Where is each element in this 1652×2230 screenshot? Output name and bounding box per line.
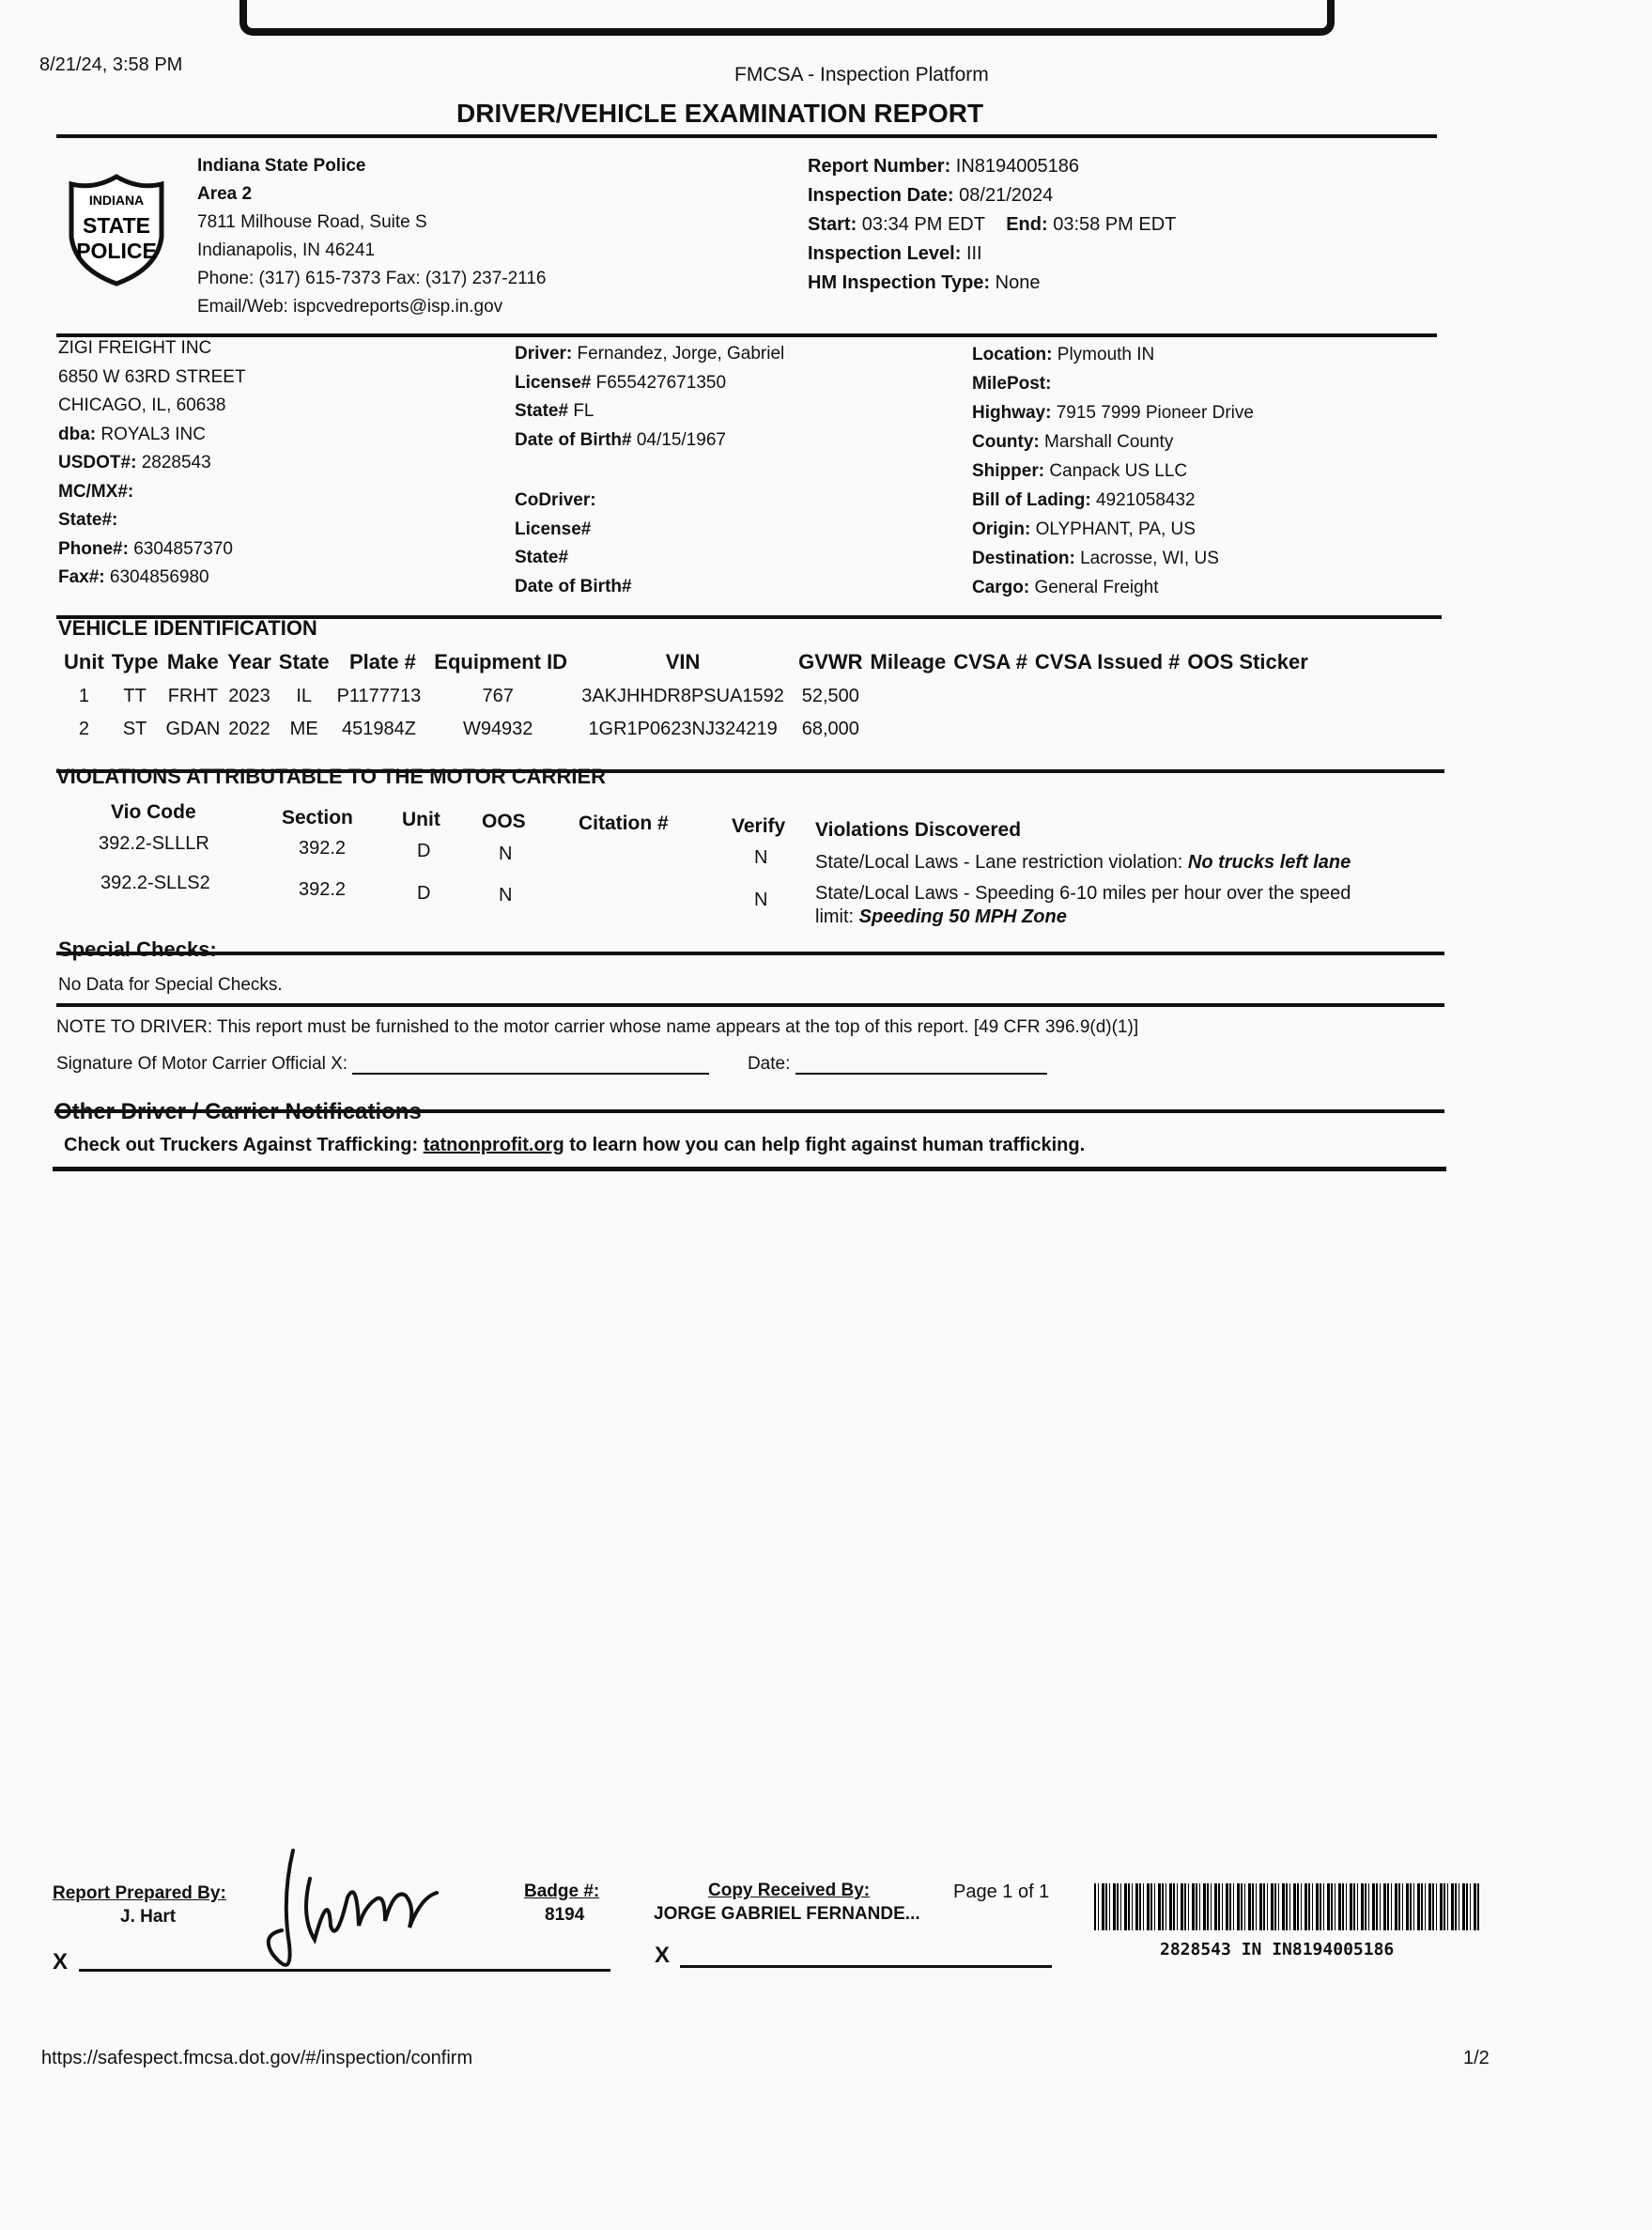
end-label: End: xyxy=(1006,214,1048,235)
divider xyxy=(56,134,1437,138)
footer-url: https://safespect.fmcsa.dot.gov/#/inspection/confirm xyxy=(41,2048,473,2068)
cell xyxy=(953,713,1035,746)
cell xyxy=(1035,713,1187,746)
note-to-driver: NOTE TO DRIVER: This report must be furnished to the motor carrier whose name appears at the top of this report. [49 CFR 396.9(d)(1)] xyxy=(56,1017,1139,1037)
signature-line xyxy=(56,1054,1047,1075)
cell: ME xyxy=(289,719,318,739)
carrier-state-label: State#: xyxy=(58,510,118,530)
col-equipment: Equipment ID xyxy=(434,650,568,674)
vio-oos: N xyxy=(499,844,513,864)
hm-type: None xyxy=(995,272,1041,293)
prepared-by-label: Report Prepared By: xyxy=(53,1883,226,1903)
origin-label: Origin: xyxy=(972,519,1031,539)
col-oos-sticker: OOS Sticker xyxy=(1187,650,1308,674)
badge-line: INDIANA xyxy=(88,193,145,208)
section-header: Section xyxy=(282,807,353,829)
mcmx-label: MC/MX#: xyxy=(58,481,134,502)
phone-label: Phone#: xyxy=(58,538,129,559)
table-row xyxy=(64,713,1316,746)
cell: 68,000 xyxy=(801,719,859,739)
vio-code: 392.2-SLLS2 xyxy=(100,873,210,893)
verify-header: Verify xyxy=(732,815,786,837)
highway-label: Highway: xyxy=(972,403,1052,423)
vio-description xyxy=(815,882,1351,929)
col-plate: Plate # xyxy=(348,650,416,674)
divider xyxy=(53,1167,1446,1171)
cell xyxy=(871,713,954,746)
codob-label: Date of Birth# xyxy=(515,576,632,596)
signature-field[interactable] xyxy=(352,1054,709,1075)
col-make: Make xyxy=(166,650,219,674)
agency-area: Area 2 xyxy=(197,184,253,204)
license-label: License# xyxy=(515,372,592,393)
start-time: 03:34 PM EDT xyxy=(861,214,985,235)
dba-label: dba: xyxy=(58,424,97,444)
state-police-badge-icon xyxy=(64,171,169,287)
cell: 1GR1P0623NJ324219 xyxy=(588,719,778,739)
barcode-icon xyxy=(1094,1883,1479,1930)
cell xyxy=(1187,713,1315,746)
handwritten-signature xyxy=(244,1841,451,1987)
inspection-date: 08/21/2024 xyxy=(959,185,1054,206)
cell: 2022 xyxy=(228,719,270,739)
vio-section: 392.2 xyxy=(299,879,347,900)
badge-number: 8194 xyxy=(545,1905,585,1925)
copy-received-label: Copy Received By: xyxy=(708,1881,871,1900)
milepost-label: MilePost: xyxy=(972,374,1052,394)
driver-state-label: State# xyxy=(515,401,569,421)
tat-link[interactable]: tatnonprofit.org xyxy=(423,1135,564,1155)
carrier-name: ZIGI FREIGHT INC xyxy=(58,338,212,358)
driver-block xyxy=(515,340,784,601)
special-checks-text: No Data for Special Checks. xyxy=(58,975,283,995)
vio-note: No trucks left lane xyxy=(1187,852,1351,873)
agency-email: Email/Web: ispcvedreports@isp.in.gov xyxy=(197,297,503,317)
vio-section: 392.2 xyxy=(299,838,347,859)
vio-desc-text: State/Local Laws - Speeding 6-10 miles per hour over the speed xyxy=(815,883,1351,904)
barcode-text: 2828543 IN IN8194005186 xyxy=(1160,1940,1395,1959)
report-info xyxy=(808,152,1176,298)
col-cvsa: CVSA # xyxy=(953,650,1027,674)
usdot-label: USDOT#: xyxy=(58,453,137,472)
vio-unit: D xyxy=(417,841,431,861)
driver-state: FL xyxy=(573,401,594,421)
highway-value: 7915 7999 Pioneer Drive xyxy=(1056,403,1254,423)
carrier-street: 6850 W 63RD STREET xyxy=(58,366,246,387)
col-cvsa-issued: CVSA Issued # xyxy=(1034,650,1181,674)
cell: W94932 xyxy=(462,719,533,739)
dob-value: 04/15/1967 xyxy=(636,429,726,450)
fax-label: Fax#: xyxy=(58,567,105,587)
report-number: IN8194005186 xyxy=(955,156,1080,177)
inspection-level-label: Inspection Level: xyxy=(808,243,962,264)
badge-label: Badge #: xyxy=(524,1882,600,1901)
fax-value: 6304856980 xyxy=(109,567,209,587)
vio-note: Speeding 50 MPH Zone xyxy=(858,906,1067,927)
col-year: Year xyxy=(227,650,271,674)
col-vin: VIN xyxy=(665,650,701,674)
agency-address1: 7811 Milhouse Road, Suite S xyxy=(197,212,427,232)
cell xyxy=(953,680,1035,713)
vio-description xyxy=(815,852,1351,874)
agency-name: Indiana State Police xyxy=(197,156,366,176)
report-number-label: Report Number: xyxy=(808,156,951,177)
vio-verify: N xyxy=(754,890,768,910)
cell xyxy=(1187,680,1315,713)
special-checks-title: Special Checks: xyxy=(58,937,217,961)
other-notifications-title: Other Driver / Carrier Notifications xyxy=(54,1099,422,1124)
divider xyxy=(56,952,1444,955)
agency-phone: Phone: (317) 615-7373 Fax: (317) 237-2116 xyxy=(197,269,547,288)
clipboard-clip xyxy=(239,0,1335,36)
vio-code-header: Vio Code xyxy=(111,801,196,823)
vio-code: 392.2-SLLLR xyxy=(99,833,209,854)
page-number: Page 1 of 1 xyxy=(953,1882,1050,1902)
col-gvwr: GVWR xyxy=(798,650,863,674)
date-field[interactable] xyxy=(795,1054,1047,1075)
vio-unit: D xyxy=(417,883,431,904)
agency-block xyxy=(197,152,546,321)
location-label: Location: xyxy=(972,345,1053,364)
colicense-label: License# xyxy=(515,519,592,539)
cell xyxy=(1035,680,1187,713)
cell: 52,500 xyxy=(801,686,859,706)
costate-label: State# xyxy=(515,548,569,567)
carrier-block xyxy=(58,334,246,593)
driver-label: Driver: xyxy=(515,344,573,364)
print-datetime: 8/21/24, 3:58 PM xyxy=(39,54,183,75)
inspection-date-label: Inspection Date: xyxy=(808,185,954,206)
other-notifications-text xyxy=(64,1135,1085,1156)
carrier-city: CHICAGO, IL, 60638 xyxy=(58,395,226,415)
cell: TT xyxy=(123,686,147,706)
footer-page-count: 1/2 xyxy=(1463,2048,1490,2068)
cell xyxy=(871,680,954,713)
badge-line: POLICE xyxy=(76,239,157,263)
location-value: Plymouth IN xyxy=(1057,345,1155,364)
hm-type-label: HM Inspection Type: xyxy=(808,272,991,293)
table-row xyxy=(64,680,1316,713)
end-time: 03:58 PM EDT xyxy=(1053,214,1177,235)
vio-desc-text: State/Local Laws - Lane restriction violation: xyxy=(815,852,1183,873)
citation-header: Citation # xyxy=(579,813,669,834)
cell: FRHT xyxy=(167,686,219,706)
inspection-level: III xyxy=(965,243,982,264)
location-block xyxy=(972,340,1254,602)
cell: 2 xyxy=(78,719,89,739)
vio-oos: N xyxy=(499,885,513,906)
platform-name: FMCSA - Inspection Platform xyxy=(734,64,989,85)
cell: 451984Z xyxy=(341,719,416,739)
destination-value: Lacrosse, WI, US xyxy=(1080,549,1219,568)
cell: ST xyxy=(122,719,147,739)
county-label: County: xyxy=(972,432,1040,452)
violations-section-title: VIOLATIONS ATTRIBUTABLE TO THE MOTOR CARRIER xyxy=(56,765,607,788)
badge-line: STATE xyxy=(83,213,150,238)
cell: P1177713 xyxy=(336,686,422,706)
violations-discovered-header: Violations Discovered xyxy=(815,819,1022,841)
trafficking-text-lead: Check out Truckers Against Trafficking: xyxy=(64,1135,419,1155)
vehicle-table xyxy=(64,650,1316,746)
trafficking-text-tail: to learn how you can help fight against human trafficking. xyxy=(569,1135,1086,1155)
cell: 3AKJHHDR8PSUA1592 xyxy=(581,686,784,706)
copy-signature-line xyxy=(680,1965,1052,1968)
cell: GDAN xyxy=(165,719,221,739)
dob-label: Date of Birth# xyxy=(515,429,632,450)
codriver-label: CoDriver: xyxy=(515,490,596,510)
col-state: State xyxy=(278,650,330,674)
cell: 1 xyxy=(78,686,89,706)
license-value: F655427671350 xyxy=(595,372,727,393)
agency-address2: Indianapolis, IN 46241 xyxy=(197,240,376,260)
vio-verify: N xyxy=(754,847,768,868)
col-type: Type xyxy=(111,650,159,674)
col-unit: Unit xyxy=(64,650,104,674)
vehicle-section-title: VEHICLE IDENTIFICATION xyxy=(58,616,317,640)
start-label: Start: xyxy=(808,214,857,235)
divider xyxy=(56,1003,1444,1007)
origin-value: OLYPHANT, PA, US xyxy=(1035,519,1196,539)
prepared-x: X xyxy=(53,1949,69,1974)
driver-name: Fernandez, Jorge, Gabriel xyxy=(577,344,785,364)
divider xyxy=(56,333,1437,337)
shipper-value: Canpack US LLC xyxy=(1049,461,1188,481)
cell: 767 xyxy=(482,686,514,706)
date-label: Date: xyxy=(747,1054,791,1074)
vehicle-header-row xyxy=(64,650,1316,680)
dba-value: ROYAL3 INC xyxy=(100,424,206,444)
oos-header: OOS xyxy=(482,811,526,832)
page-title: DRIVER/VEHICLE EXAMINATION REPORT xyxy=(456,99,984,128)
signature-label: Signature Of Motor Carrier Official X: xyxy=(56,1054,348,1074)
bol-value: 4921058432 xyxy=(1095,490,1196,510)
cargo-value: General Freight xyxy=(1034,578,1159,597)
col-mileage: Mileage xyxy=(870,650,947,674)
county-value: Marshall County xyxy=(1044,432,1174,452)
copy-x: X xyxy=(655,1943,671,1968)
copy-received-name: JORGE GABRIEL FERNANDE... xyxy=(654,1904,920,1924)
vio-desc-text-cont: limit: xyxy=(815,906,855,927)
destination-label: Destination: xyxy=(972,549,1075,568)
bol-label: Bill of Lading: xyxy=(972,490,1091,510)
cargo-label: Cargo: xyxy=(972,578,1030,597)
usdot-value: 2828543 xyxy=(141,453,211,472)
unit-header: Unit xyxy=(402,809,440,830)
phone-value: 6304857370 xyxy=(133,538,233,559)
shipper-label: Shipper: xyxy=(972,461,1045,481)
prepared-by-name: J. Hart xyxy=(120,1907,177,1927)
cell: 2023 xyxy=(228,686,270,706)
cell: IL xyxy=(296,686,313,706)
